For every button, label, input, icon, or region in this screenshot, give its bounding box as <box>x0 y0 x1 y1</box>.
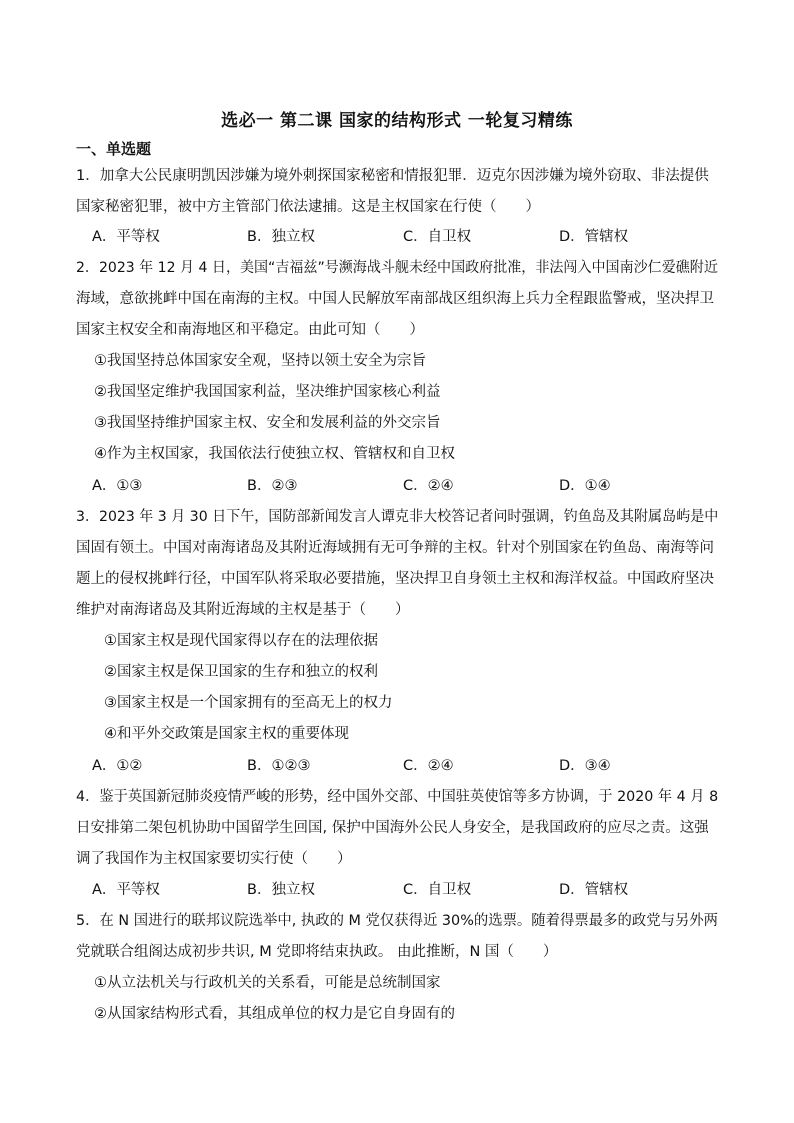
q3-choice-d[interactable]: D．③④ <box>559 758 611 774</box>
q2-choice-c[interactable]: C．②④ <box>403 478 454 494</box>
q3-choice-c[interactable]: C．②④ <box>403 758 454 774</box>
q3-stem-line: 题上的侵权挑衅行径，中国军队将采取必要措施，坚决捍卫自身领土主权和海洋权益。中国政府坚决 <box>76 571 714 587</box>
q5-option-1: ①从立法机关与行政机关的关系看，可能是总统制国家 <box>94 975 441 991</box>
q3-choice-b[interactable]: B．①②③ <box>247 758 311 774</box>
q2-stem-line: 国家主权安全和南海地区和平稳定。由此可知（ ） <box>76 322 424 338</box>
q5-option-2: ②从国家结构形式看，其组成单位的权力是它自身固有的 <box>94 1006 455 1022</box>
q3-stem-line: 维护对南海诸岛及其附近海域的主权是基于（ ） <box>76 602 410 618</box>
q1-choice-a[interactable]: A．平等权 <box>92 229 160 245</box>
q1-choices <box>92 227 732 247</box>
q4-choice-a[interactable]: A．平等权 <box>92 882 160 898</box>
q4-choice-d[interactable]: D．管辖权 <box>559 882 629 898</box>
q3-choices <box>92 756 732 776</box>
q1-stem-line: 1．加拿大公民康明凯因涉嫌为境外刺探国家秘密和情报犯罪．迈克尔因涉嫌为境外窃取、非法提供 <box>76 168 709 184</box>
q3-stem-line: 3．2023 年 3 月 30 日下午，国防部新闻发言人谭克非大校答记者问时强调，钓鱼岛及其附属岛屿是中 <box>76 509 719 525</box>
q3-option-4: ④和平外交政策是国家主权的重要体现 <box>104 726 349 742</box>
q2-choice-a[interactable]: A．①③ <box>92 478 143 494</box>
q4-stem-line: 调了我国作为主权国家要切实行使（ ） <box>76 851 352 867</box>
q3-stem-line: 国固有领土。中国对南海诸岛及其附近海域拥有无可争辩的主权。针对个别国家在钓鱼岛、南海等问 <box>76 540 714 556</box>
q2-stem-line: 海域，意欲挑衅中国在南海的主权。中国人民解放军南部战区组织海上兵力全程跟监警戒，坚决捍卫 <box>76 291 714 307</box>
q2-stem-line: 2．2023 年 12 月 4 日，美国“吉福兹”号濒海战斗舰未经中国政府批准，非法闯入中国南沙仁爱礁附近 <box>76 260 718 276</box>
q3-option-2: ②国家主权是保卫国家的生存和独立的权利 <box>104 664 378 680</box>
q2-option-3: ③我国坚持维护国家主权、安全和发展利益的外交宗旨 <box>94 415 441 431</box>
section-heading: 一、单选题 <box>76 140 152 158</box>
q1-choice-d[interactable]: D．管辖权 <box>559 229 629 245</box>
q2-choices <box>92 476 732 496</box>
q2-choice-d[interactable]: D．①④ <box>559 478 611 494</box>
q5-stem-line: 党就联合组阁达成初步共识, M 党即将结束执政。 由此推断，N 国（ ） <box>76 944 558 960</box>
q2-option-2: ②我国坚定维护我国国家利益，坚决维护国家核心利益 <box>94 384 441 400</box>
q4-choices <box>92 880 732 900</box>
q1-stem-line: 国家秘密犯罪，被中方主管部门依法逮捕。这是主权国家在行使（ ） <box>76 199 540 215</box>
q5-stem-line: 5．在 N 国进行的联邦议院选举中, 执政的 M 党仅获得近 30%的选票。随着得票最多的政党与另外两 <box>76 913 719 929</box>
q1-choice-b[interactable]: B．独立权 <box>247 229 315 245</box>
q4-choice-c[interactable]: C．自卫权 <box>403 882 472 898</box>
q4-stem-line: 日安排第二架包机协助中国留学生回国, 保护中国海外公民人身安全，是我国政府的应尽之责。这强 <box>76 820 709 836</box>
q2-option-4: ④作为主权国家，我国依法行使独立权、管辖权和自卫权 <box>94 446 455 462</box>
q4-choice-b[interactable]: B．独立权 <box>247 882 315 898</box>
q1-choice-c[interactable]: C．自卫权 <box>403 229 472 245</box>
q3-option-3: ③国家主权是一个国家拥有的至高无上的权力 <box>104 695 393 711</box>
q4-stem-line: 4．鉴于英国新冠肺炎疫情严峻的形势，经中国外交部、中国驻英使馆等多方协调，于 2020 年 4 月 8 <box>76 789 719 805</box>
q2-option-1: ①我国坚持总体国家安全观，坚持以领土安全为宗旨 <box>94 353 426 369</box>
q2-choice-b[interactable]: B．②③ <box>247 478 298 494</box>
document-title: 选必一 第二课 国家的结构形式 一轮复习精练 <box>221 111 573 131</box>
q3-choice-a[interactable]: A．①② <box>92 758 143 774</box>
q3-option-1: ①国家主权是现代国家得以存在的法理依据 <box>104 633 378 649</box>
